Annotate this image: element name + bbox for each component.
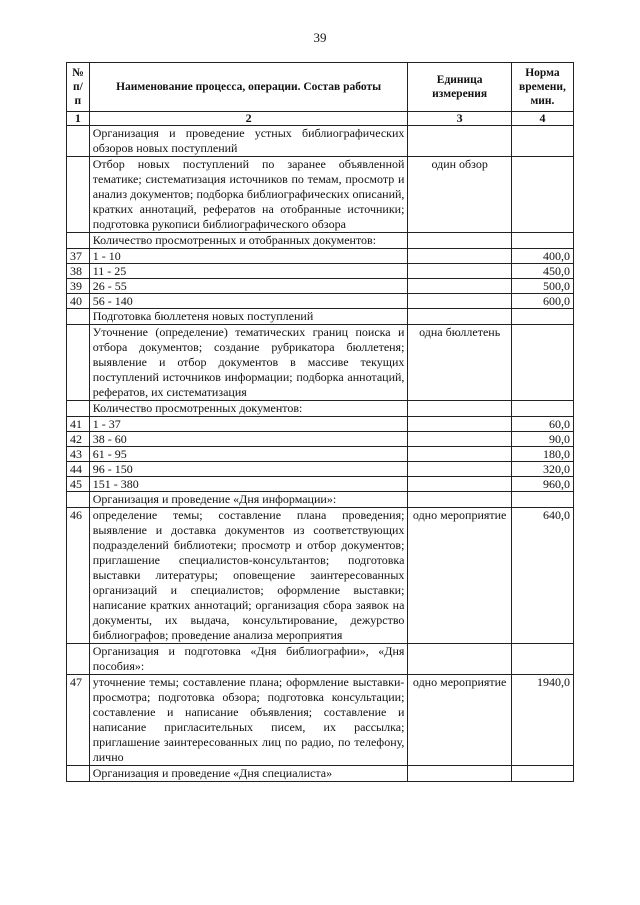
row-description: 1 - 37 (89, 417, 408, 432)
table-row (67, 325, 574, 401)
table-row (67, 309, 574, 325)
row-description: 56 - 140 (89, 294, 408, 309)
header-num: № п/п (67, 63, 90, 112)
row-unit (408, 401, 511, 417)
row-unit (408, 432, 511, 447)
row-number: 43 (67, 447, 90, 462)
row-description: Количество просмотренных и отобранных документов: (89, 233, 408, 249)
table-row (67, 126, 574, 157)
row-number: 37 (67, 249, 90, 264)
row-description: уточнение темы; составление плана; оформление выставки-просмотра; подготовка обзора; подготовка консультации; составление и написание объявления; составление и написание пригласительных писем, их рассылка; приглашение заинтересованных лиц по радио, по телефону, лично (89, 675, 408, 766)
table-row (67, 294, 574, 309)
row-description: 38 - 60 (89, 432, 408, 447)
row-description: 96 - 150 (89, 462, 408, 477)
row-description: 26 - 55 (89, 279, 408, 294)
row-norm: 960,0 (511, 477, 573, 492)
row-norm (511, 126, 573, 157)
table-row (67, 264, 574, 279)
table-row (67, 249, 574, 264)
row-number: 39 (67, 279, 90, 294)
row-norm (511, 325, 573, 401)
row-unit (408, 279, 511, 294)
row-norm (511, 766, 573, 782)
table-row (67, 447, 574, 462)
row-description: Отбор новых поступлений по заранее объявленной тематике; систематизация источников по темам, просмотр и анализ документов; подборка библиографических описаний, кратких аннотаций, рефератов на отобранные источники; подготовка рукописи библиографического обзора (89, 157, 408, 233)
table-row (67, 432, 574, 447)
row-description: 1 - 10 (89, 249, 408, 264)
row-unit: одна бюллетень (408, 325, 511, 401)
row-description: Организация и подготовка «Дня библиографии», «Дня пособия»: (89, 644, 408, 675)
row-unit (408, 126, 511, 157)
row-number (67, 157, 90, 233)
row-number: 46 (67, 508, 90, 644)
row-number (67, 401, 90, 417)
table-row (67, 644, 574, 675)
row-description: Подготовка бюллетеня новых поступлений (89, 309, 408, 325)
table-row (67, 279, 574, 294)
row-unit (408, 309, 511, 325)
row-description: Уточнение (определение) тематических границ поиска и отбора документов; создание рубрикатора бюллетеня; выявление и отбор документов в массиве текущих поступлений источников информации; подборка аннотаций, рефератов, их систематизация (89, 325, 408, 401)
row-norm: 600,0 (511, 294, 573, 309)
row-number (67, 126, 90, 157)
norms-table (66, 62, 574, 782)
row-norm (511, 309, 573, 325)
col-index: 3 (408, 112, 511, 126)
row-description: 11 - 25 (89, 264, 408, 279)
row-norm (511, 492, 573, 508)
row-norm (511, 157, 573, 233)
table-row (67, 417, 574, 432)
row-number (67, 309, 90, 325)
table-row (67, 492, 574, 508)
table-row (67, 766, 574, 782)
row-norm (511, 644, 573, 675)
row-unit (408, 462, 511, 477)
table-row (67, 157, 574, 233)
row-norm: 500,0 (511, 279, 573, 294)
row-unit (408, 249, 511, 264)
row-number (67, 325, 90, 401)
row-unit (408, 477, 511, 492)
row-description: 61 - 95 (89, 447, 408, 462)
row-unit: одно мероприятие (408, 675, 511, 766)
row-number: 44 (67, 462, 90, 477)
row-unit (408, 417, 511, 432)
row-unit: один обзор (408, 157, 511, 233)
row-norm: 180,0 (511, 447, 573, 462)
column-index-row (67, 112, 574, 126)
row-unit (408, 264, 511, 279)
row-description: Количество просмотренных документов: (89, 401, 408, 417)
row-description: Организация и проведение «Дня специалиста» (89, 766, 408, 782)
row-description: Организация и проведение «Дня информации»: (89, 492, 408, 508)
row-number: 38 (67, 264, 90, 279)
row-norm: 1940,0 (511, 675, 573, 766)
row-number (67, 644, 90, 675)
row-number: 45 (67, 477, 90, 492)
row-unit (408, 492, 511, 508)
page-number: 39 (313, 30, 327, 45)
row-number (67, 233, 90, 249)
table-row (67, 462, 574, 477)
row-number: 41 (67, 417, 90, 432)
row-norm: 450,0 (511, 264, 573, 279)
table-row (67, 508, 574, 644)
row-description: определение темы; составление плана проведения; выявление и доставка документов из соответствующих подразделений библиотеки; просмотр и отбор документов; приглашение специалистов-консультантов; подготовка выставки литературы; оповещение заинтересованных организаций и специалистов; оформление выставки; написание кратких аннотаций; организация сбора заявок на документы, их выдача, консультирование, дежурство библиографов; проведение анализа мероприятия (89, 508, 408, 644)
table-header-row (67, 63, 574, 112)
row-unit (408, 294, 511, 309)
row-number (67, 766, 90, 782)
row-norm: 400,0 (511, 249, 573, 264)
header-unit: Единица измерения (408, 63, 511, 112)
row-description: Организация и проведение устных библиографических обзоров новых поступлений (89, 126, 408, 157)
col-index: 1 (67, 112, 90, 126)
header-name: Наименование процесса, операции. Состав работы (89, 63, 408, 112)
row-unit: одно мероприятие (408, 508, 511, 644)
row-number: 42 (67, 432, 90, 447)
row-unit (408, 766, 511, 782)
row-number: 47 (67, 675, 90, 766)
row-unit (408, 447, 511, 462)
row-unit (408, 233, 511, 249)
col-index: 4 (511, 112, 573, 126)
row-number: 40 (67, 294, 90, 309)
row-norm: 90,0 (511, 432, 573, 447)
table-row (67, 401, 574, 417)
row-unit (408, 644, 511, 675)
row-norm (511, 401, 573, 417)
row-norm: 60,0 (511, 417, 573, 432)
row-number (67, 492, 90, 508)
row-description: 151 - 380 (89, 477, 408, 492)
row-norm: 320,0 (511, 462, 573, 477)
table-row (67, 477, 574, 492)
row-norm: 640,0 (511, 508, 573, 644)
table-row (67, 675, 574, 766)
table-row (67, 233, 574, 249)
row-norm (511, 233, 573, 249)
header-norm: Норма времени, мин. (511, 63, 573, 112)
col-index: 2 (89, 112, 408, 126)
